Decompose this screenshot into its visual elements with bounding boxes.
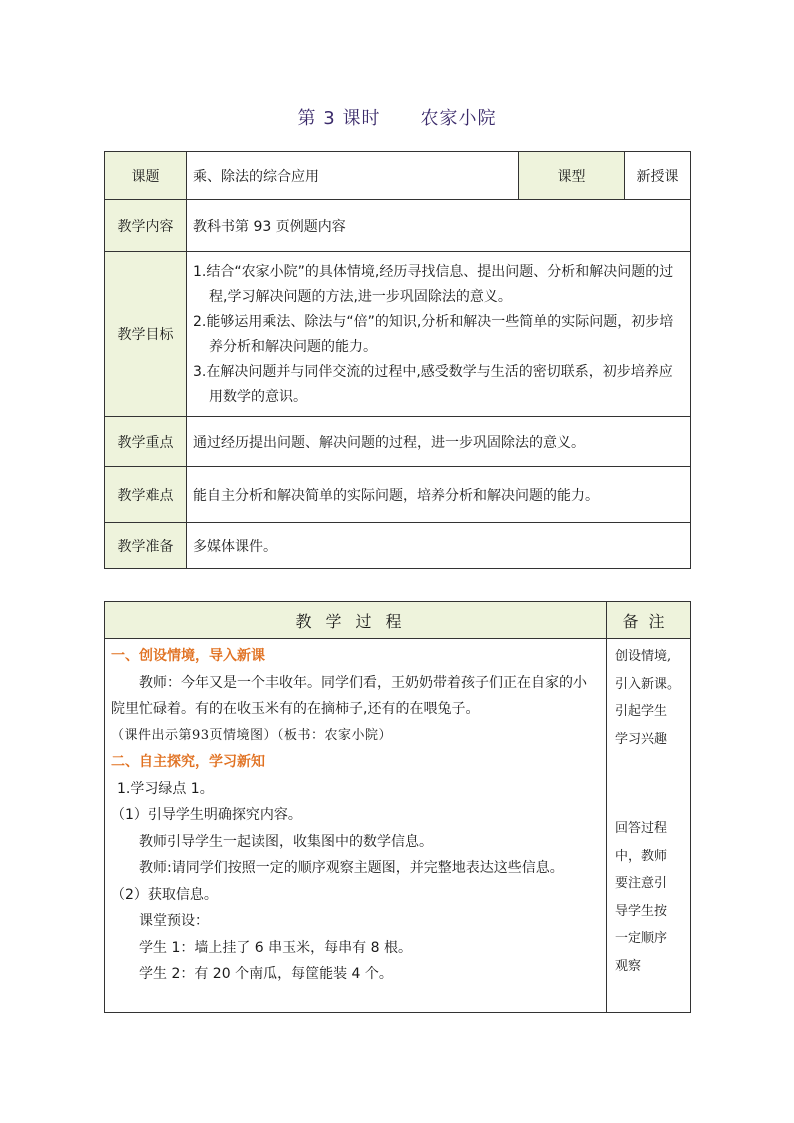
student-answer: 学生 2：有 20 个南瓜，每筐能装 4 个。	[139, 966, 393, 982]
difficulty-label: 教学难点	[105, 467, 187, 523]
note-line: 创设情境,	[615, 649, 672, 664]
note-line: 引入新课。	[615, 676, 681, 692]
goal-item: 3.在解决问题并与同伴交流的过程中,感受数学与生活的密切联系，初步培养应用数学的意识。	[193, 364, 673, 405]
content-label: 教学内容	[105, 200, 187, 252]
step-text: 教师引导学生一起读图，收集图中的数学信息。	[139, 833, 433, 850]
row-key-point	[105, 417, 691, 467]
note-line: 要注意引	[615, 876, 668, 891]
step-text: 课堂预设：	[139, 913, 209, 929]
section-1-note: （课件出示第93页情境图）（板书：农家小院）	[111, 727, 393, 743]
row-preparation	[105, 523, 691, 569]
row-goals	[105, 252, 691, 417]
step-heading: 1.学习绿点 1。	[117, 780, 214, 797]
note-line: 引起学生	[615, 704, 668, 719]
notes-header: 备注	[607, 602, 691, 639]
section-1-title: 一、创设情境，导入新课	[111, 648, 265, 664]
note-line: 学习兴趣	[615, 731, 668, 747]
difficulty-value: 能自主分析和解决简单的实际问题，培养分析和解决问题的能力。	[187, 467, 691, 523]
process-body-row	[105, 639, 691, 1013]
content-value: 教科书第 93 页例题内容	[187, 200, 691, 252]
lesson-topic: 农家小院	[420, 108, 497, 129]
section-2-title: 二、自主探究，学习新知	[111, 754, 265, 770]
key-label: 教学重点	[105, 417, 187, 467]
type-label: 课型	[519, 152, 625, 200]
process-header-row	[105, 602, 691, 639]
note-line: 观察	[615, 958, 642, 974]
goals-list	[187, 252, 691, 417]
note-line: 导学生按	[615, 903, 668, 919]
teaching-process-table	[104, 601, 691, 1013]
row-content	[105, 200, 691, 252]
page-title	[0, 104, 794, 130]
lesson-info-table	[104, 151, 691, 569]
process-header: 教学过程	[105, 602, 607, 639]
goals-label: 教学目标	[105, 252, 187, 417]
row-difficulty	[105, 467, 691, 523]
prep-label: 教学准备	[105, 523, 187, 569]
lesson-number: 第 3 课时	[297, 108, 381, 129]
note-line: 回答过程	[615, 821, 668, 836]
note-line: 一定顺序	[615, 931, 668, 946]
student-answer: 学生 1：墙上挂了 6 串玉米，每串有 8 根。	[139, 939, 412, 956]
topic-label: 课题	[105, 152, 187, 200]
notes-column	[607, 639, 691, 1013]
goal-item: 2.能够运用乘法、除法与“倍”的知识,分析和解决一些简单的实际问题，初步培养分析和解决问题的能力。	[193, 314, 674, 355]
step-substep: （2）获取信息。	[111, 886, 218, 903]
step-text: 教师:请同学们按照一定的顺序观察主题图，并完整地表达这些信息。	[139, 860, 564, 876]
goal-item: 1.结合“农家小院”的具体情境,经历寻找信息、提出问题、分析和解决问题的过程,学习解决问题的方法,进一步巩固除法的意义。	[193, 264, 674, 305]
step-substep: （1）引导学生明确探究内容。	[111, 807, 302, 823]
section-1-paragraph: 教师：今年又是一个丰收年。同学们看，王奶奶带着孩子们正在自家的小院里忙碌着。有的在收玉米有的在摘柿子,还有的在喂兔子。	[111, 674, 587, 717]
key-value: 通过经历提出问题、解决问题的过程，进一步巩固除法的意义。	[187, 417, 691, 467]
process-content	[105, 639, 607, 1013]
row-topic	[105, 152, 691, 200]
note-line: 中，教师	[615, 848, 668, 864]
topic-value: 乘、除法的综合应用	[187, 152, 519, 200]
type-value: 新授课	[625, 152, 691, 200]
prep-value: 多媒体课件。	[187, 523, 691, 569]
